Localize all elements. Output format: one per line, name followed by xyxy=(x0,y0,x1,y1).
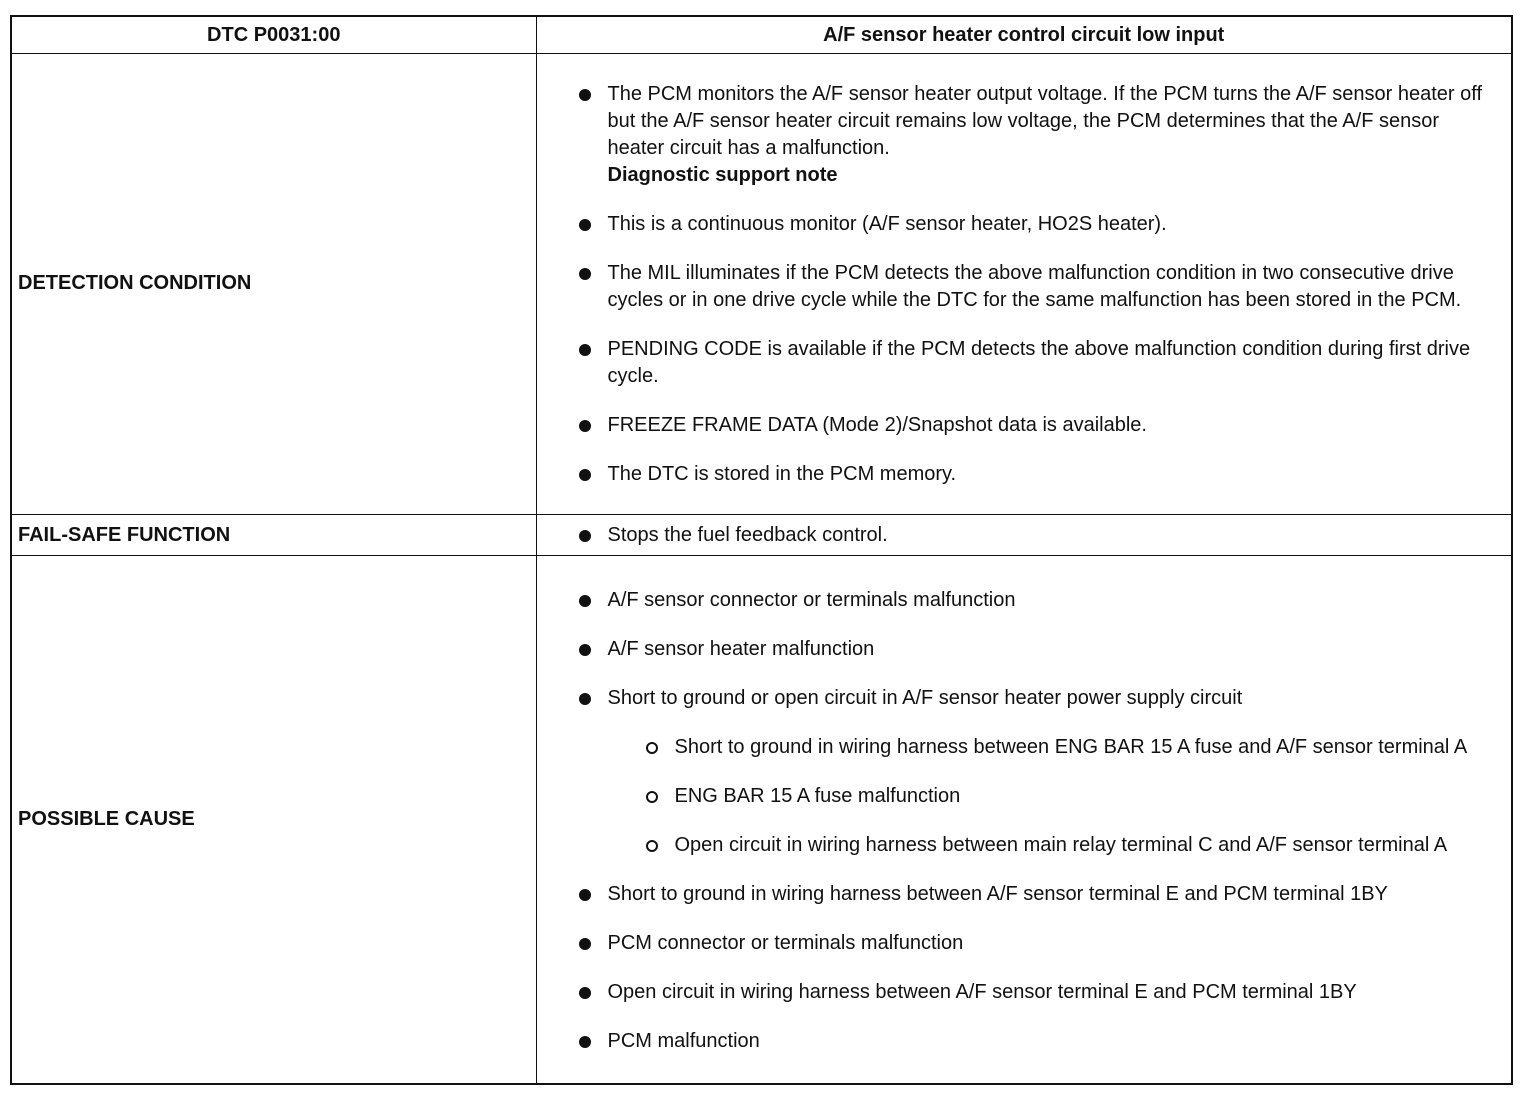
possible-cause-sublist xyxy=(608,734,1492,859)
possible-cause-row xyxy=(11,556,1512,1084)
list-item-text: Short to ground in wiring harness between A/F sensor terminal E and PCM terminal 1BY xyxy=(607,882,1388,905)
list-item xyxy=(579,685,1492,859)
detection-condition-label: DETECTION CONDITION xyxy=(11,54,536,515)
detection-intro-text: The PCM monitors the A/F sensor heater output voltage. If the PCM turns the A/F sensor heater off but the A/F sensor heater circuit remains low voltage, the PCM determines that the A/F sensor heater circuit has a malfunction. xyxy=(607,83,1483,160)
bullet-icon xyxy=(579,89,591,101)
possible-cause-list xyxy=(579,587,1492,1055)
fail-safe-content xyxy=(536,514,1512,556)
bullet-icon xyxy=(579,469,591,481)
fail-safe-label: FAIL-SAFE FUNCTION xyxy=(11,514,536,556)
sub-list-item-text: Open circuit in wiring harness between main relay terminal C and A/F sensor terminal A xyxy=(674,833,1448,856)
list-item xyxy=(579,336,1492,390)
list-item xyxy=(579,1028,1492,1055)
list-item-text: PCM malfunction xyxy=(607,1029,760,1052)
diagnostic-support-note-title: Diagnostic support note xyxy=(607,164,838,187)
dtc-code-header: DTC P0031:00 xyxy=(11,16,536,54)
sub-list-item xyxy=(646,783,1492,810)
table-header-row xyxy=(11,16,1512,54)
bullet-icon xyxy=(579,344,591,356)
bullet-icon xyxy=(579,644,591,656)
list-item-text: A/F sensor heater malfunction xyxy=(607,637,875,660)
bullet-icon xyxy=(579,693,591,705)
list-item-text: Short to ground or open circuit in A/F sensor heater power supply circuit xyxy=(607,686,1243,709)
list-item xyxy=(579,412,1492,439)
list-item-text: The DTC is stored in the PCM memory. xyxy=(607,463,957,486)
list-item-text: This is a continuous monitor (A/F sensor heater, HO2S heater). xyxy=(607,213,1167,236)
list-item-text: PCM connector or terminals malfunction xyxy=(607,931,964,954)
bullet-icon xyxy=(579,420,591,432)
sub-list-item-text: ENG BAR 15 A fuse malfunction xyxy=(674,784,961,807)
sub-list-item xyxy=(646,832,1492,859)
bullet-icon xyxy=(579,987,591,999)
bullet-icon xyxy=(579,530,591,542)
possible-cause-content xyxy=(536,556,1512,1084)
list-item xyxy=(579,81,1492,162)
list-item-text: Open circuit in wiring harness between A/F sensor terminal E and PCM terminal 1BY xyxy=(607,980,1357,1003)
list-item-text: PENDING CODE is available if the PCM detects the above malfunction condition during first drive cycle. xyxy=(607,338,1471,388)
bullet-icon xyxy=(579,595,591,607)
list-item xyxy=(579,979,1492,1006)
list-item xyxy=(579,636,1492,663)
sub-list-item xyxy=(646,734,1492,761)
detection-condition-row xyxy=(11,54,1512,515)
list-item xyxy=(579,211,1492,238)
list-item xyxy=(579,260,1492,314)
list-item-text: FREEZE FRAME DATA (Mode 2)/Snapshot data is available. xyxy=(607,414,1147,437)
hollow-bullet-icon xyxy=(646,840,658,852)
dtc-description-header: A/F sensor heater control circuit low input xyxy=(536,16,1512,54)
list-item-text: A/F sensor connector or terminals malfunction xyxy=(607,588,1016,611)
possible-cause-label: POSSIBLE CAUSE xyxy=(11,556,536,1084)
list-item-text: Stops the fuel feedback control. xyxy=(607,523,888,546)
bullet-icon xyxy=(579,1036,591,1048)
list-item-text: The MIL illuminates if the PCM detects the above malfunction condition in two consecutive drive cycles or in one drive cycle while the DTC for the same malfunction has been stored in the PCM. xyxy=(607,262,1462,312)
sub-list-item-text: Short to ground in wiring harness between ENG BAR 15 A fuse and A/F sensor terminal A xyxy=(674,735,1468,758)
list-item xyxy=(579,587,1492,614)
list-item xyxy=(579,881,1492,908)
list-item xyxy=(579,930,1492,957)
fail-safe-list xyxy=(579,522,1492,549)
bullet-icon xyxy=(579,219,591,231)
hollow-bullet-icon xyxy=(646,791,658,803)
detection-condition-list xyxy=(579,81,1492,162)
fail-safe-row xyxy=(11,514,1512,556)
hollow-bullet-icon xyxy=(646,742,658,754)
bullet-icon xyxy=(579,938,591,950)
diagnostic-support-list xyxy=(579,211,1492,488)
list-item xyxy=(579,522,1492,549)
bullet-icon xyxy=(579,889,591,901)
dtc-info-table xyxy=(10,15,1513,1085)
list-item xyxy=(579,461,1492,488)
detection-condition-content xyxy=(536,54,1512,515)
bullet-icon xyxy=(579,268,591,280)
